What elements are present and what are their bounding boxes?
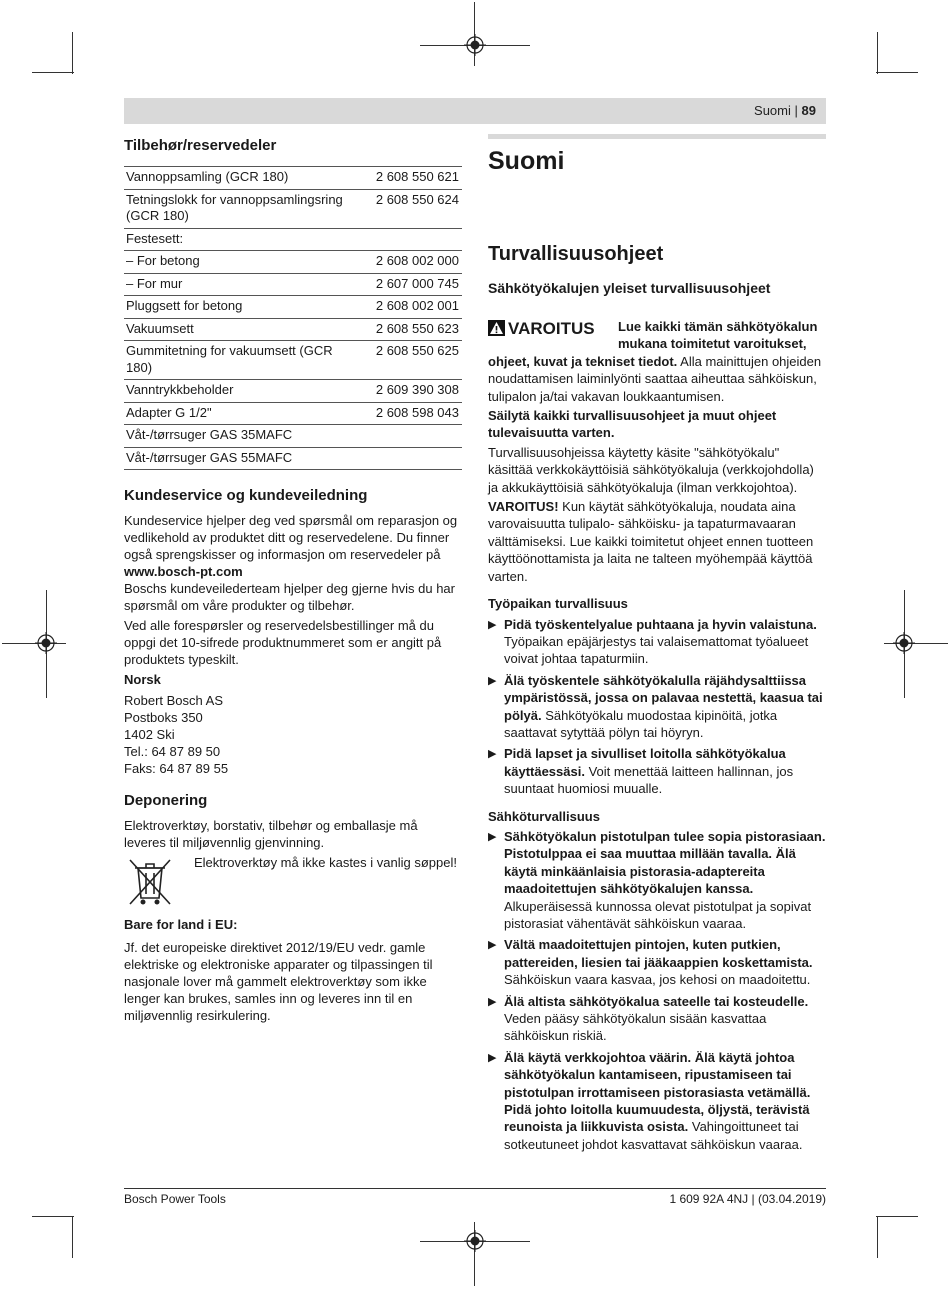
part-number: 2 608 002 000: [361, 251, 462, 274]
safety-bullet: ▶ Älä työskentele sähkötyökalulla räjähdysalttiissa ympäristössä, jossa on palavaa nestettä, kaasua tai pölyä. Sähkötyökalu muodostaa kipinöitä, jotka saattavat sytyttää pölyn tai höyryn.: [488, 672, 823, 740]
part-name: Våt-/tørrsuger GAS 55MAFC: [124, 447, 361, 470]
address-line: 1402 Ski: [124, 727, 175, 742]
part-number: 2 608 550 624: [361, 189, 462, 228]
warning-label: VAROITUS: [508, 319, 595, 338]
weee-row: [124, 854, 462, 910]
service-url: www.bosch-pt.com: [124, 564, 243, 579]
address-line: Postboks 350: [124, 710, 203, 725]
parts-row: [124, 318, 462, 341]
disposal-paragraph: Elektroverktøy, borstativ, tilbehør og emballasje må leveres til miljøvennlig gjenvinning.: [124, 818, 418, 850]
page-number: 89: [801, 103, 816, 118]
crop-mark: [876, 1216, 918, 1217]
parts-row: [124, 189, 462, 228]
part-number: [361, 228, 462, 251]
service-heading: Kundeservice og kundeveiledning: [124, 487, 368, 504]
warning-block: [488, 318, 826, 405]
part-name: Tetningslokk for vannoppsamlingsring (GCR 180): [124, 189, 361, 228]
bullet-arrow-icon: ▶: [488, 674, 497, 687]
registration-mark-icon: [464, 34, 486, 56]
parts-row: [124, 228, 462, 251]
header-language: Suomi: [754, 103, 791, 118]
part-number: [361, 447, 462, 470]
language-title: Suomi: [488, 147, 565, 175]
crop-mark: [32, 1216, 74, 1217]
parts-row: [124, 425, 462, 448]
crop-mark: [876, 72, 918, 73]
work-safety-heading: Työpaikan turvallisuus: [488, 596, 628, 612]
part-name: – For betong: [124, 251, 361, 274]
keep-instructions: Säilytä kaikki turvallisuusohjeet ja muut ohjeet tulevaisuutta varten.: [488, 408, 777, 441]
bullet-arrow-icon: ▶: [488, 830, 497, 843]
service-paragraph-3: Ved alle forespørsler og reservedelsbestillinger må du oppgi det 10-sifrede produktnummeret som er angitt på produktets typeskilt.: [124, 618, 442, 667]
parts-row: [124, 167, 462, 190]
crop-mark: [72, 1216, 73, 1258]
registration-mark-icon: [35, 632, 57, 654]
parts-row: [124, 380, 462, 403]
service-paragraph: Kundeservice hjelper deg ved spørsmål om reparasjon og vedlikehold av produktet ditt og reservedelene. Du finner også sprengskisser og informasjon om reservedeler på www.bosch-pt.com: [124, 513, 458, 579]
work-safety-list: [488, 616, 826, 798]
column-top-rule: [488, 134, 826, 139]
warning-badge: [488, 318, 610, 352]
address-line: Robert Bosch AS: [124, 693, 223, 708]
warning-paragraph: Lue kaikki tämän sähkötyökalun mukana toimitetut varoitukset, ohjeet, kuvat ja tekniset tiedot. Alla mainittujen ohjeiden noudattamisen laiminlyönti saattaa aiheuttaa sähköiskun, tulipalon ja/tai vakavan loukkaantumisen.: [488, 319, 822, 404]
crop-mark: [877, 1216, 878, 1258]
safety-subheading: Sähkötyökalujen yleiset turvallisuusohjeet: [488, 280, 771, 296]
part-name: Vannoppsamling (GCR 180): [124, 167, 361, 190]
part-name: Adapter G 1/2": [124, 402, 361, 425]
part-number: 2 609 390 308: [361, 380, 462, 403]
part-number: 2 608 598 043: [361, 402, 462, 425]
safety-heading: Turvallisuusohjeet: [488, 243, 664, 265]
part-name: Pluggsett for betong: [124, 296, 361, 319]
part-number: 2 608 002 001: [361, 296, 462, 319]
electrical-safety-heading: Sähköturvallisuus: [488, 808, 600, 824]
bullet-arrow-icon: ▶: [488, 1051, 497, 1064]
part-name: – For mur: [124, 273, 361, 296]
disposal-warning: Elektroverktøy må ikke kastes i vanlig søppel!: [194, 855, 457, 870]
part-number: 2 608 550 621: [361, 167, 462, 190]
bullet-arrow-icon: ▶: [488, 748, 497, 761]
crop-mark: [877, 32, 878, 74]
part-number: [361, 425, 462, 448]
part-name: Vanntrykkbeholder: [124, 380, 361, 403]
part-name: Våt-/tørrsuger GAS 35MAFC: [124, 425, 361, 448]
term-definition: Turvallisuusohjeissa käytetty käsite "sähkötyökalu" käsittää verkkokäyttöisiä sähkötyökaluja (verkkojohdolla) ja akkukäyttöisiä sähkötyökaluja (ilman verkkojohtoa).: [488, 444, 814, 495]
address-line: Tel.: 64 87 89 50: [124, 744, 221, 759]
footer-brand: Bosch Power Tools: [124, 1192, 226, 1206]
part-number: 2 608 550 623: [361, 318, 462, 341]
parts-row: [124, 296, 462, 319]
crop-mark: [32, 72, 74, 73]
page-header: [124, 98, 826, 124]
part-number: 2 607 000 745: [361, 273, 462, 296]
bullet-arrow-icon: ▶: [488, 939, 497, 952]
part-number: 2 608 550 625: [361, 341, 462, 380]
electrical-safety-list: [488, 828, 826, 1153]
crossed-out-bin-icon: [124, 854, 176, 910]
parts-table: [124, 166, 462, 470]
part-name: Festesett:: [124, 228, 361, 251]
accessories-heading: Tilbehør/reservedeler: [124, 137, 277, 154]
safety-bullet: ▶ Sähkötyökalun pistotulpan tulee sopia pistorasiaan. Pistotulppaa ei saa muuttaa millään tavalla. Älä käytä minkäänlaisia pistorasia-adaptereita maadoitettujen sähkötyökalujen kanssa. Alkuperäisessä kunnossa olevat pistotulpat ja sopivat pistorasiat vähentävät sähköiskun vaaraa.: [488, 828, 826, 931]
footer-doc-id: 1 609 92A 4NJ | (03.04.2019): [669, 1192, 826, 1206]
safety-bullet: ▶ Pidä työskentelyalue puhtaana ja hyvin valaistuna. Työpaikan epäjärjestys tai valaisemattomat työalueet voivat johtaa tapaturmiin.: [488, 616, 817, 667]
header-separator: |: [794, 103, 798, 118]
part-name: Vakuumsett: [124, 318, 361, 341]
parts-row: [124, 341, 462, 380]
left-column: [124, 136, 462, 1027]
safety-bullet: ▶ Vältä maadoitettujen pintojen, kuten putkien, pattereiden, liesien tai jääkaappien koskettamista. Sähköiskun vaara kasvaa, jos kehosi on maadoitettu.: [488, 937, 813, 988]
safety-bullet: ▶ Pidä lapset ja sivulliset loitolla sähkötyökalua käyttäessäsi. Voit menettää laitteen hallinnan, jos suuntaat huomiosi muualle.: [488, 746, 794, 797]
bullet-arrow-icon: ▶: [488, 995, 497, 1008]
parts-row: [124, 273, 462, 296]
service-paragraph-2: Boschs kundeveilederteam hjelper deg gjerne hvis du har spørsmål om våre produkter og tilbehør.: [124, 581, 455, 613]
safety-bullet: ▶ Älä altista sähkötyökalua sateelle tai kosteudelle. Veden pääsy sähkötyökalun sisään kasvattaa sähköiskun riskiä.: [488, 993, 809, 1044]
parts-row: [124, 251, 462, 274]
crop-mark: [72, 32, 73, 74]
right-column: [488, 144, 826, 1157]
address-block: [124, 692, 462, 777]
part-name: Gummitetning for vakuumsett (GCR 180): [124, 341, 361, 380]
country-heading: Norsk: [124, 672, 161, 687]
safety-bullet: ▶ Älä käytä verkkojohtoa väärin. Älä käytä johtoa sähkötyökalun kantamiseen, ripustamiseen tai pistotulpan irrottamiseen pistorasiasta vetämällä. Pidä johto loitolla kuumuudesta, öljystä, terävistä reunoista ja liikkuvista osista. Vahingoittuneet tai sotkeutuneet johdot kasvattavat sähköiskun vaaraa.: [488, 1049, 811, 1152]
warning-triangle-icon: [488, 320, 505, 336]
header-text: [754, 103, 816, 118]
parts-row: [124, 447, 462, 470]
registration-mark-icon: [893, 632, 915, 654]
address-line: Faks: 64 87 89 55: [124, 761, 229, 776]
eu-heading: Bare for land i EU:: [124, 917, 238, 932]
parts-row: [124, 402, 462, 425]
eu-paragraph: Jf. det europeiske direktivet 2012/19/EU vedr. gamle elektriske og elektroniske apparater og tilpassingen til nasjonale lover må gammelt elektroverktøy som ikke lenger kan brukes, samles inn og leveres inn til en miljøvennlig resirkulering.: [124, 940, 433, 1023]
footer-rule: [124, 1188, 826, 1189]
bullet-arrow-icon: ▶: [488, 618, 497, 631]
registration-mark-icon: [464, 1230, 486, 1252]
caution-paragraph: VAROITUS! Kun käytät sähkötyökaluja, noudata aina varovaisuutta tulipalo- sähköisku- ja tapaturmavaaran välttämiseksi. Lue kaikki toimitetut ohjeet ennen tuotteen käyttöönottamista ja laita ne talteen myöhempää käyttöä varten.: [488, 499, 814, 584]
disposal-heading: Deponering: [124, 792, 208, 809]
